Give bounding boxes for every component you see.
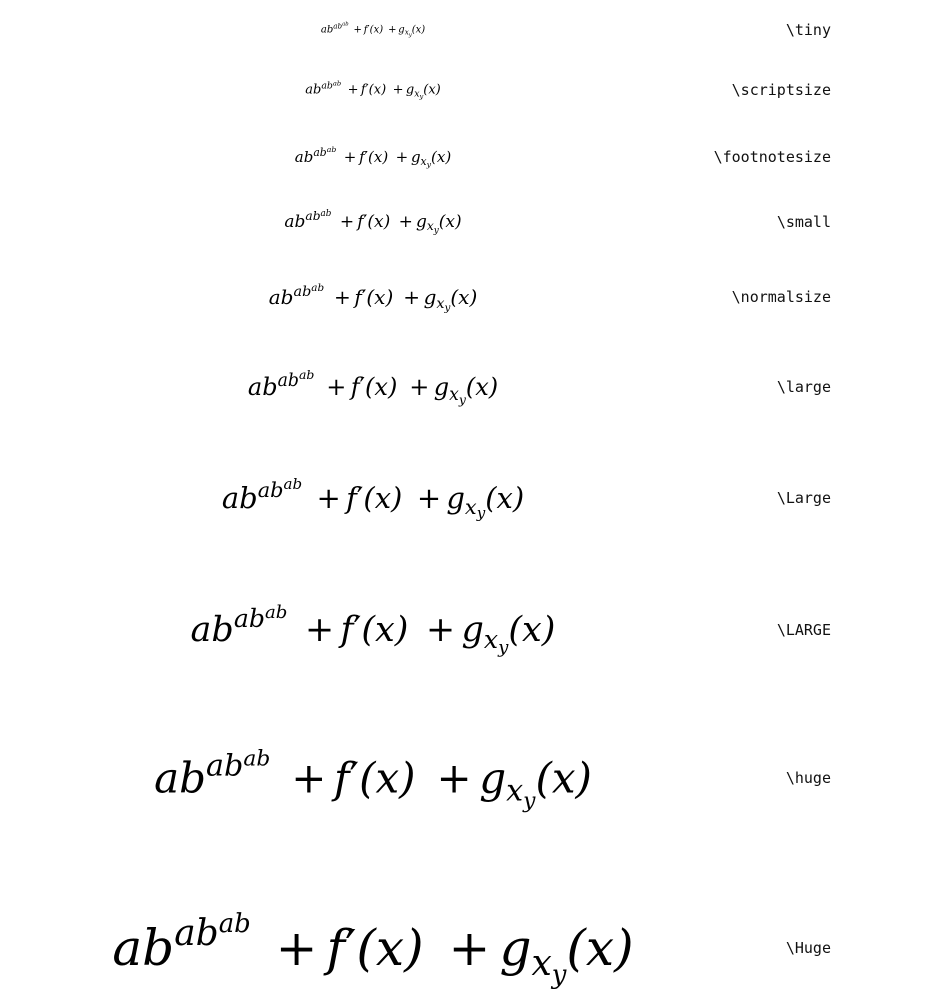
size-row-normalsize	[0, 281, 928, 315]
size-command-label: \large	[776, 378, 831, 396]
sample-formula: $ab^{ab^{ab}} + f'(x) + g_{x_y}(x)$	[221, 475, 525, 523]
size-command-label: \footnotesize	[713, 148, 831, 166]
size-row-large	[0, 367, 928, 407]
size-row-huge	[0, 746, 928, 814]
size-row-LARGE	[0, 602, 928, 659]
sample-formula: $ab^{ab^{ab}} + f'(x) + g_{x_y}(x)$	[320, 21, 426, 39]
size-command-label: \normalsize	[731, 288, 831, 306]
size-command-label: \small	[776, 213, 831, 231]
sample-formula: $ab^{ab^{ab}} + f'(x) + g_{x_y}(x)$	[154, 746, 592, 814]
size-command-label: \LARGE	[776, 621, 831, 639]
size-row-small	[0, 208, 928, 237]
size-row-tiny	[0, 21, 928, 39]
size-row-footnotesize	[0, 145, 928, 170]
size-command-label: \huge	[785, 769, 831, 787]
size-command-label: \tiny	[785, 21, 831, 39]
size-command-label: \scriptsize	[731, 81, 831, 99]
size-row-Large	[0, 475, 928, 523]
size-row-Huge	[0, 909, 928, 990]
sample-formula: $ab^{ab^{ab}} + f'(x) + g_{x_y}(x)$	[112, 909, 634, 990]
size-command-label: \Large	[776, 489, 831, 507]
sample-formula: $ab^{ab^{ab}} + f'(x) + g_{x_y}(x)$	[190, 602, 556, 659]
size-command-label: \Huge	[785, 939, 831, 957]
size-row-scriptsize	[0, 79, 928, 101]
sample-formula: $ab^{ab^{ab}} + f'(x) + g_{x_y}(x)$	[284, 208, 462, 237]
sample-formula: $ab^{ab^{ab}} + f'(x) + g_{x_y}(x)$	[294, 145, 452, 170]
sample-formula: $ab^{ab^{ab}} + f'(x) + g_{x_y}(x)$	[247, 367, 499, 407]
sample-formula: $ab^{ab^{ab}} + f'(x) + g_{x_y}(x)$	[268, 281, 478, 315]
sample-formula: $ab^{ab^{ab}} + f'(x) + g_{x_y}(x)$	[305, 79, 441, 101]
